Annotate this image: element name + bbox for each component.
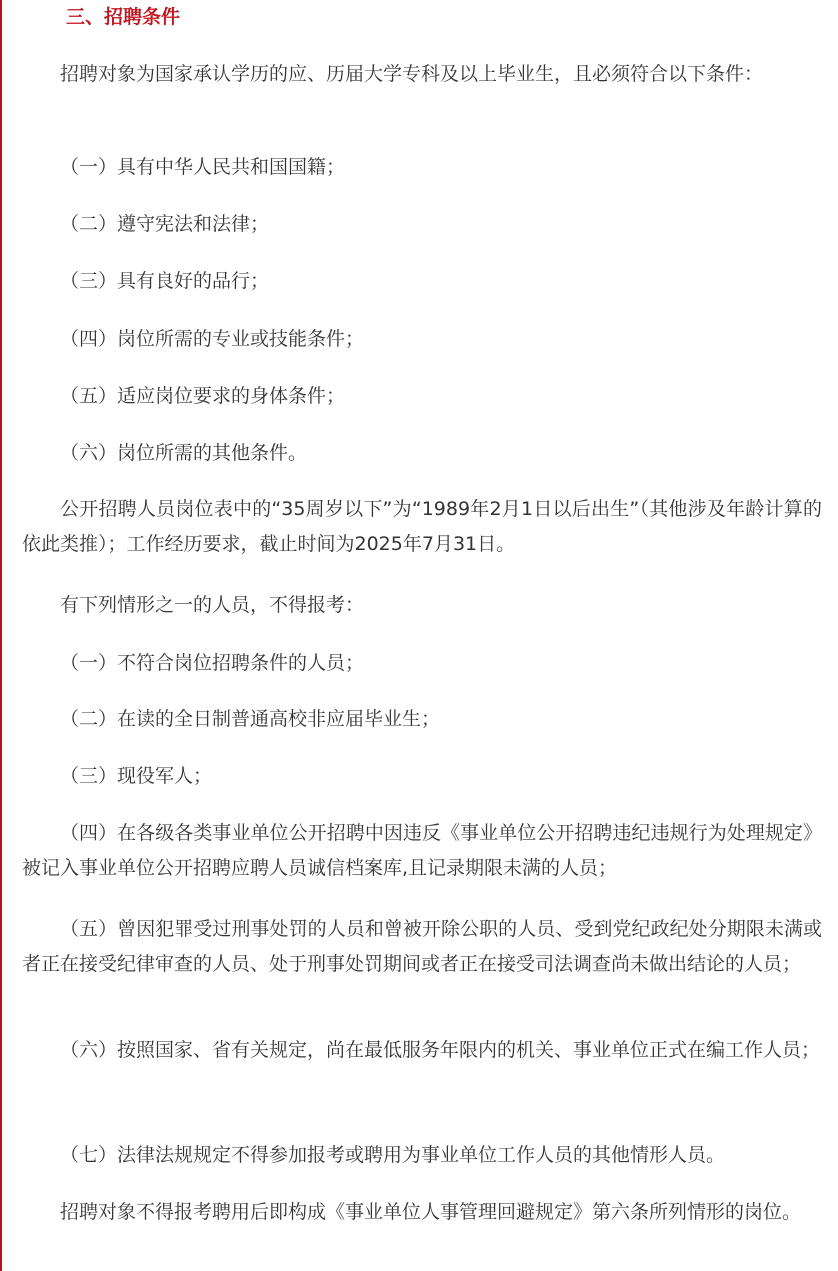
exclusion-item-2: （二）在读的全日制普通高校非应届毕业生；	[60, 708, 441, 730]
condition-item-3: （三）具有良好的品行；	[60, 270, 270, 292]
section-title: 三、招聘条件	[66, 6, 181, 28]
condition-item-6: （六）岗位所需的其他条件。	[60, 442, 308, 464]
exclusion-item-6: （六）按照国家、省有关规定，尚在最低服务年限内的机关、事业单位正式在编工作人员；	[60, 1039, 821, 1061]
paragraph-exclusions-intro: 有下列情形之一的人员，不得报考：	[60, 594, 365, 616]
condition-item-5: （五）适应岗位要求的身体条件；	[60, 385, 346, 407]
exclusion-item-3: （三）现役军人；	[60, 765, 213, 787]
exclusion-item-1: （一）不符合岗位招聘条件的人员；	[60, 652, 365, 674]
exclusion-item-4: （四）在各级各类事业单位公开招聘中因违反《事业单位公开招聘违纪违规行为处理规定》被记入事业单位公开招聘应聘人员诚信档案库,且记录期限未满的人员；	[22, 822, 822, 879]
condition-item-2: （二）遵守宪法和法律；	[60, 213, 270, 235]
paragraph-avoidance-rule: 招聘对象不得报考聘用后即构成《事业单位人事管理回避规定》第六条所列情形的岗位。	[60, 1201, 802, 1223]
paragraph-intro: 招聘对象为国家承认学历的应、历届大学专科及以上毕业生，且必须符合以下条件：	[60, 63, 764, 85]
paragraph-age-note: 公开招聘人员岗位表中的“35周岁以下”为“1989年2月1日以后出生”（其他涉及年龄计算的依此类推）；工作经历要求，截止时间为2025年7月31日。	[22, 498, 822, 555]
condition-item-1: （一）具有中华人民共和国国籍；	[60, 156, 346, 178]
condition-item-4: （四）岗位所需的专业或技能条件；	[60, 328, 365, 350]
exclusion-item-5: （五）曾因犯罪受过刑事处罚的人员和曾被开除公职的人员、受到党纪政纪处分期限未满或者正在接受纪律审查的人员、处于刑事处罚期间或者正在接受司法调查尚未做出结论的人员；	[22, 918, 822, 975]
exclusion-item-7: （七）法律法规规定不得参加报考或聘用为事业单位工作人员的其他情形人员。	[60, 1144, 726, 1166]
left-accent-border	[0, 0, 2, 1271]
